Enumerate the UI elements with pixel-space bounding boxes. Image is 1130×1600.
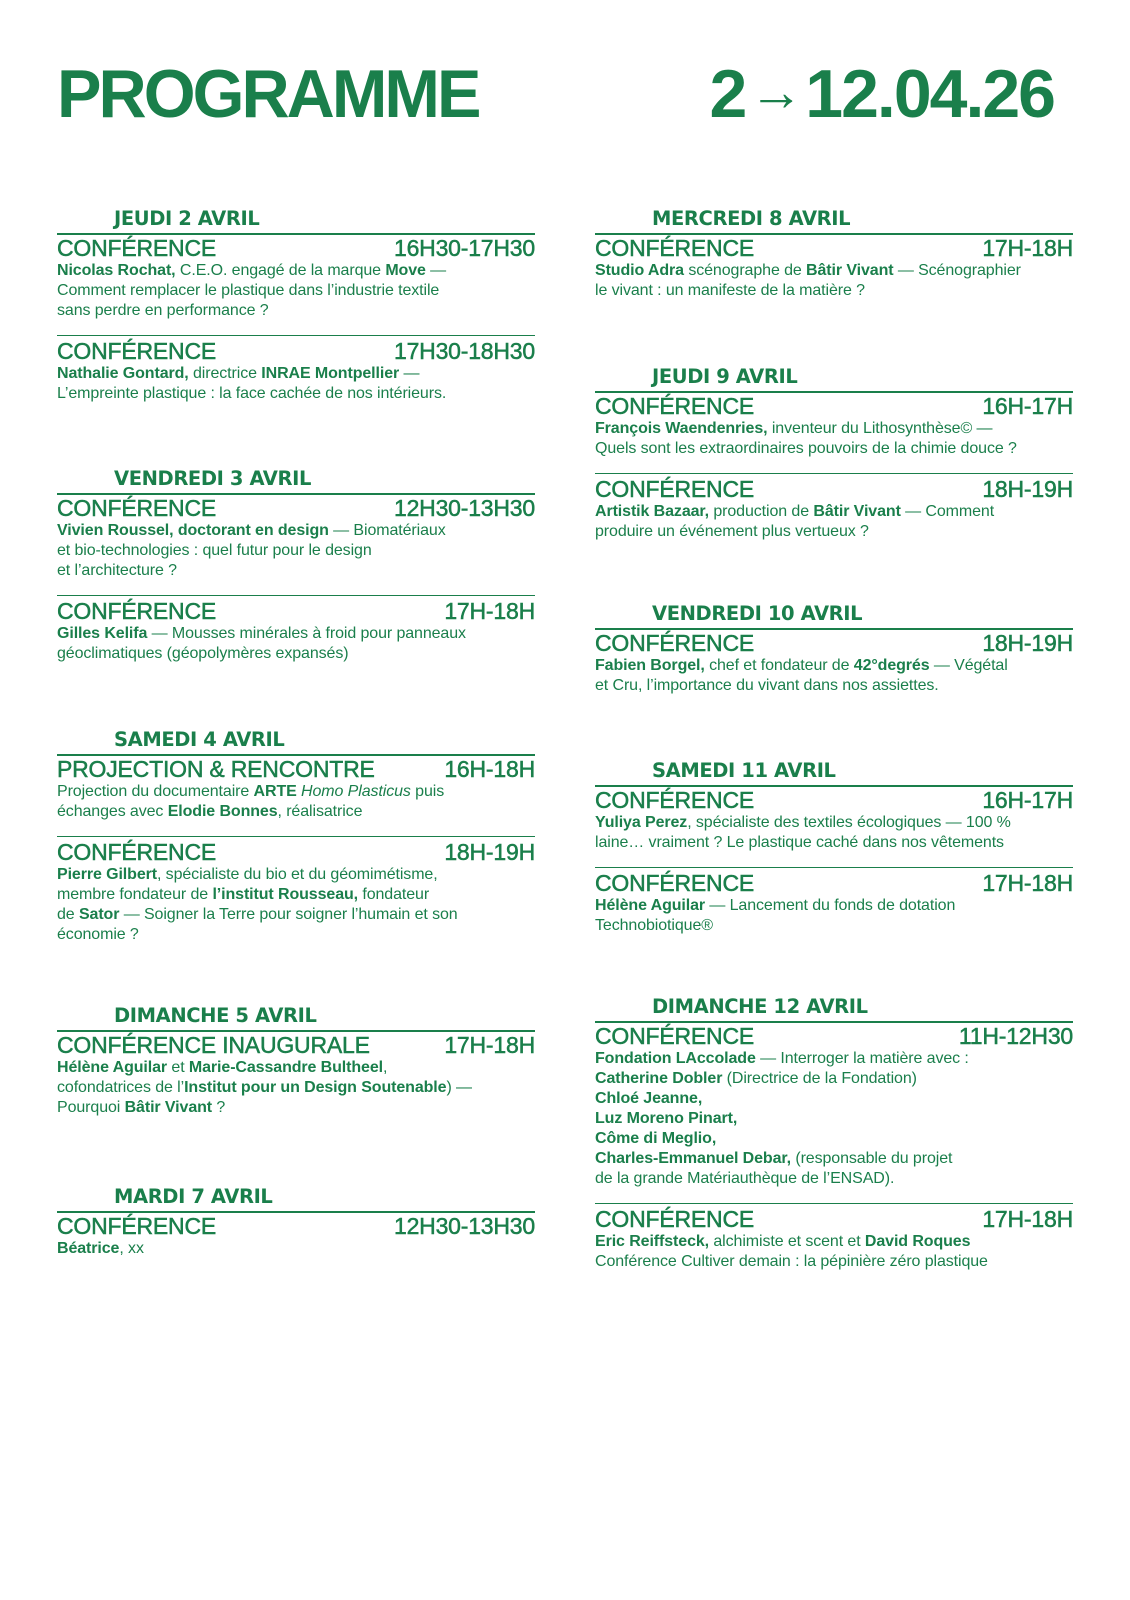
day-heading: DIMANCHE 5 AVRIL (114, 1004, 317, 1027)
event-header (57, 235, 535, 261)
day-heading: MERCREDI 8 AVRIL (652, 207, 851, 230)
description-line (595, 1089, 1073, 1109)
date-range (709, 56, 1054, 132)
emphasis-text: Nicolas Rochat, (57, 262, 176, 279)
event-type: CONFÉRENCE (595, 787, 755, 813)
day-section (595, 365, 1073, 542)
text-run: , réalisatrice (277, 803, 363, 820)
event-time: 17H-18H (444, 598, 535, 624)
event-type: CONFÉRENCE (57, 235, 217, 261)
description-line (57, 802, 535, 822)
emphasis-text: Hélène Aguilar (57, 1059, 168, 1076)
description-line (57, 1058, 535, 1078)
event-time: 16H-17H (982, 393, 1073, 419)
event-header (595, 870, 1073, 896)
emphasis-text: Artistik Bazaar, (595, 503, 710, 520)
emphasis-text: Elodie Bonnes (167, 803, 278, 820)
text-run: — Comment (900, 503, 995, 520)
event-description (57, 364, 535, 404)
description-line (595, 656, 1073, 676)
event-time: 17H-18H (982, 235, 1073, 261)
event-header (595, 787, 1073, 813)
description-line (57, 261, 535, 281)
text-run: , spécialiste des textiles écologiques — 100 % (687, 814, 1011, 831)
text-run: — Mousses minérales à froid pour panneaux (147, 625, 466, 642)
day-section (57, 1004, 535, 1118)
event-type: CONFÉRENCE (595, 235, 755, 261)
event-item (57, 756, 535, 822)
text-run: inventeur du Lithosynthèse© — (767, 420, 993, 437)
text-run: le vivant : un manifeste de la matière ? (595, 282, 865, 299)
description-line (57, 644, 535, 664)
description-line (595, 813, 1073, 833)
description-line (57, 561, 535, 581)
event-type: CONFÉRENCE (595, 870, 755, 896)
description-line (595, 916, 1073, 936)
day-section (595, 207, 1073, 301)
event-time: 12H30-13H30 (393, 495, 535, 521)
description-line (595, 1069, 1073, 1089)
event-type: CONFÉRENCE (595, 630, 755, 656)
event-item (57, 235, 535, 321)
event-description (57, 865, 535, 945)
text-run: Homo Plasticus (301, 783, 411, 800)
event-header (57, 338, 535, 364)
event-time: 18H-19H (444, 839, 535, 865)
event-description (595, 1049, 1073, 1189)
event-time: 17H-18H (982, 870, 1073, 896)
description-line (57, 865, 535, 885)
event-description (595, 261, 1073, 301)
description-line (57, 364, 535, 384)
event-item (57, 595, 535, 664)
text-run: Comment remplacer le plastique dans l’industrie textile (57, 282, 440, 299)
emphasis-text: Côme di Meglio, (595, 1130, 717, 1147)
description-line (57, 782, 535, 802)
emphasis-text: François Waendenries, (595, 420, 768, 437)
description-line (595, 1252, 1073, 1272)
text-run: — Scénographier (893, 262, 1021, 279)
text-run: de la grande Matériauthèque de l’ENSAD). (595, 1170, 895, 1187)
text-run: ? (212, 1099, 226, 1116)
emphasis-text: Bâtir Vivant (124, 1099, 213, 1116)
day-section (57, 728, 535, 945)
emphasis-text: Bâtir Vivant (813, 503, 901, 520)
page-title: PROGRAMME (57, 56, 479, 132)
description-line (595, 522, 1073, 542)
event-header (57, 598, 535, 624)
emphasis-text: Marie-Cassandre Bultheel (188, 1059, 383, 1076)
day-heading: JEUDI 2 AVRIL (114, 207, 260, 230)
text-run: (responsable du projet (791, 1150, 953, 1167)
text-run: L’empreinte plastique : la face cachée de nos intérieurs. (57, 385, 447, 402)
event-type: CONFÉRENCE (595, 1206, 755, 1232)
event-type: CONFÉRENCE (57, 338, 217, 364)
event-item (57, 1032, 535, 1118)
text-run: et (167, 1059, 189, 1076)
emphasis-text: Eric Reiffsteck, (595, 1233, 710, 1250)
text-run: sans perdre en performance ? (57, 302, 269, 319)
event-description (57, 261, 535, 321)
event-description (57, 1239, 535, 1259)
event-type: CONFÉRENCE (57, 495, 217, 521)
event-time: 18H-19H (982, 476, 1073, 502)
text-run: C.E.O. engagé de la marque (175, 262, 386, 279)
event-type: CONFÉRENCE (57, 1213, 217, 1239)
description-line (57, 1239, 535, 1259)
text-run: et bio-technologies : quel futur pour le design (57, 542, 372, 559)
day-section (595, 995, 1073, 1272)
event-description (57, 1058, 535, 1118)
text-run: ) — (446, 1079, 472, 1096)
day-heading: VENDREDI 10 AVRIL (652, 602, 863, 625)
event-description (595, 896, 1073, 936)
event-description (595, 813, 1073, 853)
event-type: CONFÉRENCE INAUGURALE (57, 1032, 370, 1058)
day-section (595, 602, 1073, 696)
event-time: 11H-12H30 (958, 1023, 1073, 1049)
event-type: CONFÉRENCE (595, 393, 755, 419)
emphasis-text: Chloé Jeanne, (595, 1090, 703, 1107)
emphasis-text: Luz Moreno Pinart, (595, 1110, 738, 1127)
description-line (57, 521, 535, 541)
text-run: de (57, 906, 79, 923)
description-line (57, 1098, 535, 1118)
text-run: laine… vraiment ? Le plastique caché dans nos vêtements (595, 834, 1004, 851)
event-description (57, 624, 535, 664)
event-type: CONFÉRENCE (57, 839, 217, 865)
event-time: 17H-18H (444, 1032, 535, 1058)
description-line (57, 925, 535, 945)
description-line (595, 833, 1073, 853)
event-description (595, 502, 1073, 542)
text-run: Pourquoi (57, 1099, 125, 1116)
text-run: production de (709, 503, 814, 520)
day-section (57, 467, 535, 664)
text-run: , xx (119, 1240, 144, 1257)
text-run: (Directrice de la Fondation) (722, 1070, 917, 1087)
text-run: scénographe de (683, 262, 807, 279)
event-time: 16H-18H (444, 756, 535, 782)
text-run: produire un événement plus vertueux ? (595, 523, 869, 540)
event-header (57, 756, 535, 782)
description-line (595, 676, 1073, 696)
event-header (595, 235, 1073, 261)
event-type: CONFÉRENCE (595, 476, 755, 502)
description-line (595, 1149, 1073, 1169)
day-section (57, 1185, 535, 1259)
event-description (57, 521, 535, 581)
event-item (57, 1213, 535, 1259)
emphasis-text: Sator (78, 906, 120, 923)
emphasis-text: Fondation LAccolade (595, 1050, 756, 1067)
description-line (595, 281, 1073, 301)
event-item (57, 495, 535, 581)
event-header (57, 495, 535, 521)
description-line (595, 1232, 1073, 1252)
emphasis-text: Charles-Emmanuel Debar, (595, 1150, 791, 1167)
day-heading: DIMANCHE 12 AVRIL (652, 995, 868, 1018)
description-line (595, 502, 1073, 522)
text-run: — Soigner la Terre pour soigner l’humain et son (119, 906, 458, 923)
text-run: — Interroger la matière avec : (755, 1050, 969, 1067)
emphasis-text: Yuliya Perez (595, 814, 688, 831)
emphasis-text: Vivien Roussel, doctorant en design (57, 522, 329, 539)
event-item (595, 630, 1073, 696)
description-line (57, 624, 535, 644)
description-line (595, 439, 1073, 459)
event-description (595, 419, 1073, 459)
text-run: échanges avec (57, 803, 168, 820)
event-header (57, 839, 535, 865)
text-run: géoclimatiques (géopolymères expansés) (57, 645, 349, 662)
emphasis-text: INRAE Montpellier (261, 365, 400, 382)
event-time: 12H30-13H30 (393, 1213, 535, 1239)
text-run: — (425, 262, 447, 279)
event-time: 17H-18H (982, 1206, 1073, 1232)
event-time: 18H-19H (982, 630, 1073, 656)
event-item (57, 836, 535, 945)
date-start: 2 (709, 56, 746, 132)
text-run: fondateur (358, 886, 430, 903)
day-heading: SAMEDI 11 AVRIL (652, 759, 836, 782)
description-line (595, 1049, 1073, 1069)
day-heading: VENDREDI 3 AVRIL (114, 467, 311, 490)
description-line (595, 419, 1073, 439)
description-line (595, 896, 1073, 916)
text-run: puis (410, 783, 445, 800)
day-heading: SAMEDI 4 AVRIL (114, 728, 285, 751)
text-run: alchimiste et scent et (709, 1233, 865, 1250)
description-line (595, 261, 1073, 281)
text-run: membre fondateur de (57, 886, 213, 903)
text-run: Quels sont les extraordinaires pouvoirs de la chimie douce ? (595, 440, 1017, 457)
text-run: Projection du documentaire (57, 783, 254, 800)
event-header (595, 476, 1073, 502)
description-line (57, 885, 535, 905)
text-run: — Végétal (929, 657, 1008, 674)
emphasis-text: Fabien Borgel, (595, 657, 705, 674)
text-run: — Biomatériaux (328, 522, 446, 539)
event-item (57, 335, 535, 404)
emphasis-text: 42°degrés (853, 657, 930, 674)
event-header (57, 1032, 535, 1058)
text-run: économie ? (57, 926, 139, 943)
emphasis-text: Institut pour un Design Soutenable (184, 1079, 447, 1096)
event-item (595, 235, 1073, 301)
emphasis-text: Hélène Aguilar (595, 897, 706, 914)
description-line (595, 1109, 1073, 1129)
emphasis-text: David Roques (864, 1233, 971, 1250)
description-line (57, 301, 535, 321)
text-run: Technobiotique® (595, 917, 713, 934)
text-run: — Lancement du fonds de dotation (705, 897, 956, 914)
event-time: 17H30-18H30 (393, 338, 535, 364)
event-header (595, 630, 1073, 656)
emphasis-text: Gilles Kelifa (57, 625, 148, 642)
event-time: 16H-17H (982, 787, 1073, 813)
description-line (57, 384, 535, 404)
emphasis-text: Studio Adra (595, 262, 684, 279)
event-item (595, 393, 1073, 459)
event-type: CONFÉRENCE (595, 1023, 755, 1049)
description-line (57, 905, 535, 925)
text-run: chef et fondateur de (704, 657, 854, 674)
arrow-icon: → (749, 62, 802, 122)
emphasis-text: ARTE (253, 783, 297, 800)
event-header (595, 393, 1073, 419)
event-description (595, 1232, 1073, 1272)
day-heading: MARDI 7 AVRIL (114, 1185, 273, 1208)
emphasis-text: Nathalie Gontard, (57, 365, 189, 382)
text-run: et l’architecture ? (57, 562, 177, 579)
event-item (595, 1203, 1073, 1272)
event-header (595, 1206, 1073, 1232)
text-run: , (383, 1059, 388, 1076)
emphasis-text: Bâtir Vivant (806, 262, 894, 279)
day-heading: JEUDI 9 AVRIL (652, 365, 798, 388)
day-section (57, 207, 535, 404)
day-section (595, 759, 1073, 936)
event-type: CONFÉRENCE (57, 598, 217, 624)
emphasis-text: l’institut Rousseau, (212, 886, 359, 903)
emphasis-text: Pierre Gilbert (57, 866, 157, 883)
event-type: PROJECTION & RENCONTRE (57, 756, 375, 782)
event-time: 16H30-17H30 (393, 235, 535, 261)
emphasis-text: Move (385, 262, 426, 279)
event-header (57, 1213, 535, 1239)
emphasis-text: Catherine Dobler (595, 1070, 723, 1087)
event-description (595, 656, 1073, 696)
description-line (57, 541, 535, 561)
event-item (595, 787, 1073, 853)
event-description (57, 782, 535, 822)
description-line (57, 281, 535, 301)
description-line (57, 1078, 535, 1098)
text-run: et Cru, l’importance du vivant dans nos assiettes. (595, 677, 939, 694)
emphasis-text: Béatrice (57, 1240, 120, 1257)
text-run: — (399, 365, 420, 382)
event-item (595, 1023, 1073, 1189)
description-line (595, 1129, 1073, 1149)
text-run: directrice (188, 365, 262, 382)
event-item (595, 473, 1073, 542)
event-header (595, 1023, 1073, 1049)
event-item (595, 867, 1073, 936)
text-run: Conférence Cultiver demain : la pépinière zéro plastique (595, 1253, 988, 1270)
text-run: , spécialiste du bio et du géomimétisme, (156, 866, 438, 883)
description-line (595, 1169, 1073, 1189)
date-end: 12.04.26 (805, 56, 1054, 132)
text-run: cofondatrices de l’ (57, 1079, 185, 1096)
